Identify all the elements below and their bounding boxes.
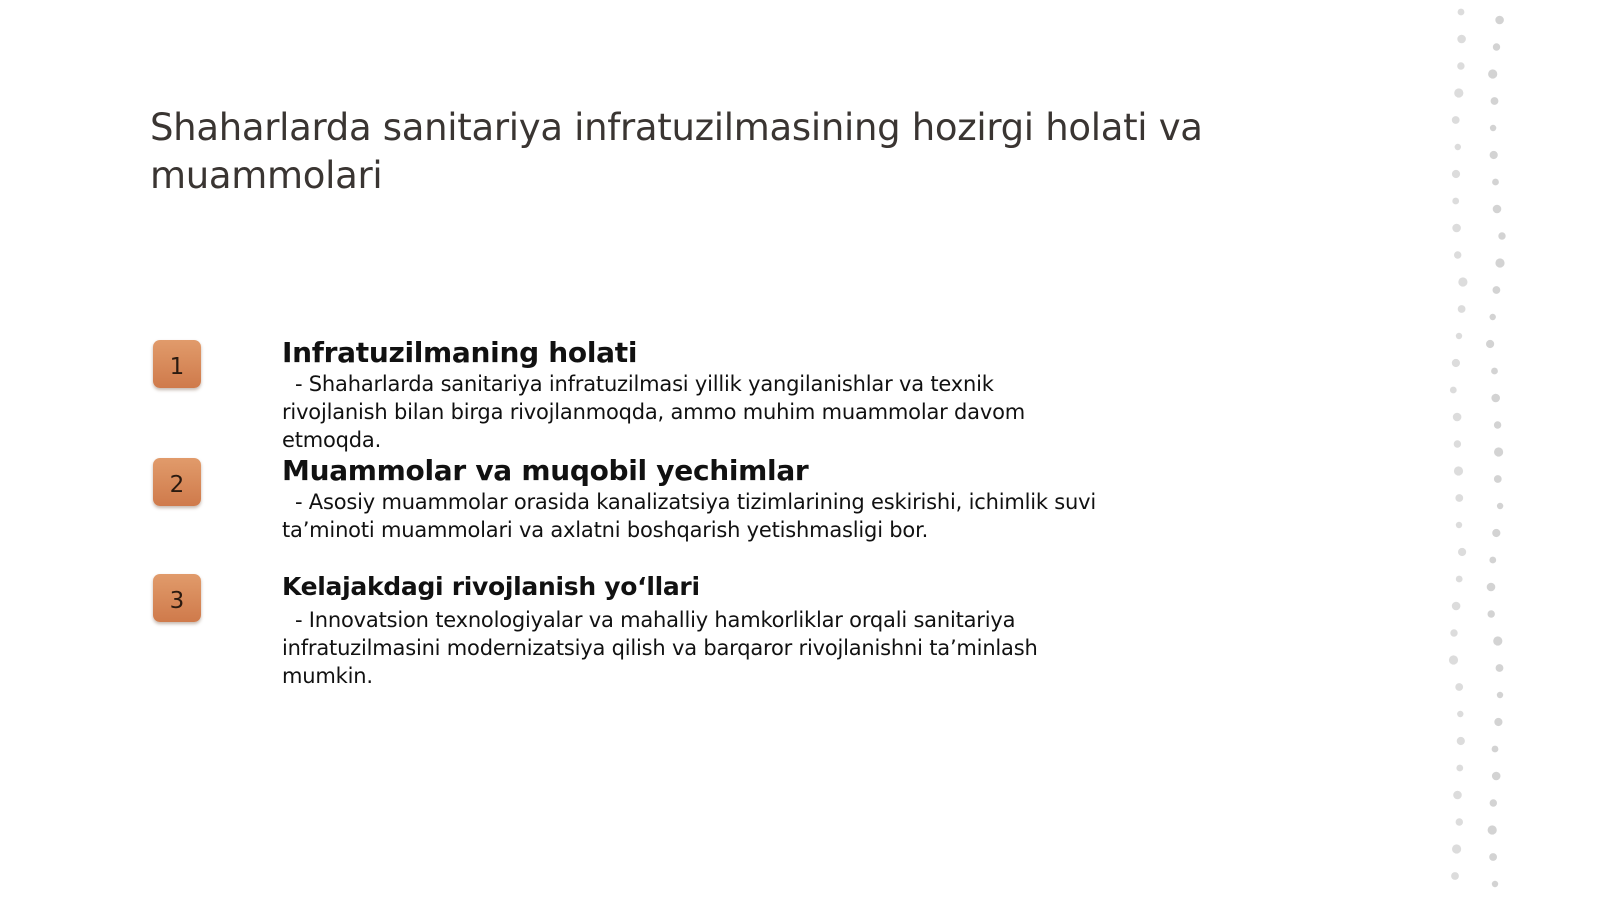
decorative-dot: [1491, 394, 1500, 403]
decorative-dot: [1490, 151, 1498, 159]
slide-title: Shaharlarda sanitariya infratuzilmasining hozirgi holati va muammolari: [150, 106, 1203, 197]
decorative-dot: [1452, 116, 1460, 124]
decorative-dot: [1451, 872, 1459, 880]
decorative-dot: [1457, 35, 1466, 44]
decorative-dot: [1449, 655, 1458, 664]
decorative-dot: [1493, 286, 1501, 294]
decorative-dot: [1495, 16, 1504, 25]
decorative-dot: [1452, 602, 1461, 611]
decorative-dot: [1486, 340, 1494, 348]
decorative-dot: [1493, 636, 1502, 645]
number-badge: [153, 574, 201, 622]
decorative-dot: [1493, 43, 1500, 50]
decorative-dot: [1458, 548, 1466, 556]
decorative-dot: [1450, 629, 1457, 636]
decorative-dot: [1492, 746, 1499, 753]
decorative-dot: [1492, 772, 1501, 781]
decorative-dot: [1487, 583, 1496, 592]
list-item-text: [282, 454, 1102, 544]
decorative-dot: [1456, 576, 1463, 583]
decorative-dot: [1452, 170, 1460, 178]
decorative-dot: [1456, 818, 1463, 825]
decorative-dot: [1454, 251, 1461, 258]
decorative-dot: [1490, 799, 1497, 806]
item-heading: Infratuzilmaning holati: [282, 336, 638, 369]
decorative-dot: [1456, 765, 1463, 772]
decorative-dot: [1454, 466, 1463, 475]
decorative-dot: [1493, 205, 1502, 214]
decorative-dot: [1454, 440, 1461, 447]
number-badge-label: 2: [169, 472, 185, 498]
decorative-dot: [1498, 232, 1505, 239]
decorative-dot: [1458, 305, 1466, 313]
decorative-dot: [1455, 144, 1461, 150]
item-heading: Kelajakdagi rivojlanish yo‘llari: [282, 572, 700, 601]
decorative-dot: [1490, 125, 1496, 131]
decorative-dot: [1457, 737, 1465, 745]
item-heading: Muammolar va muqobil yechimlar: [282, 454, 809, 487]
decorative-dot: [1492, 529, 1500, 537]
decorative-dot: [1452, 224, 1461, 233]
item-body: - Innovatsion texnologiyalar va mahalliy hamkorliklar orqali sanitariya infratuzilmasini modernizatsiya qilish va barqaror rivojlanishni ta’minlash mumkin.: [282, 608, 1045, 688]
decorative-dot: [1492, 179, 1499, 186]
decorative-dot: [1450, 387, 1457, 394]
decorative-dot: [1452, 844, 1461, 853]
list-item-text: [282, 570, 1102, 690]
decorative-dot: [1495, 258, 1504, 267]
decorative-dot: [1452, 198, 1459, 205]
decorative-dot: [1494, 447, 1503, 456]
decorative-dot: [1489, 557, 1496, 564]
decorative-dot: [1488, 69, 1497, 78]
decorative-dot: [1458, 277, 1467, 286]
decorative-dot: [1456, 333, 1462, 339]
decorative-dot: [1492, 881, 1498, 887]
decorative-dot: [1488, 825, 1497, 834]
decorative-dot: [1497, 503, 1503, 509]
list-item-text: [282, 336, 1102, 454]
number-badge: [153, 340, 201, 388]
decorative-dot: [1490, 314, 1496, 320]
item-body: - Asosiy muammolar orasida kanalizatsiya tizimlarining eskirishi, ichimlik suvi ta’minoti muammolari va axlatni boshqarish yetishmasligi bor.: [282, 490, 1103, 542]
decorative-dot: [1454, 88, 1463, 97]
decorative-dot: [1494, 718, 1502, 726]
decorative-dot: [1496, 664, 1504, 672]
decorative-dots: [1420, 0, 1600, 899]
decorative-dot: [1456, 522, 1462, 528]
decorative-dot: [1457, 711, 1463, 717]
decorative-dot: [1494, 421, 1501, 428]
decorative-dot: [1455, 494, 1463, 502]
number-badge-label: 3: [169, 588, 185, 614]
decorative-dot: [1457, 62, 1464, 69]
item-body: - Shaharlarda sanitariya infratuzilmasi yillik yangilanishlar va texnik rivojlanish bilan birga rivojlanmoqda, ammo muhim muammolar davom etmoqda.: [282, 372, 1032, 452]
decorative-dot: [1452, 359, 1460, 367]
number-badge: [153, 458, 201, 506]
decorative-dot: [1497, 692, 1503, 698]
decorative-dot: [1488, 610, 1495, 617]
decorative-dot: [1489, 853, 1497, 861]
decorative-dot: [1494, 475, 1502, 483]
decorative-dot: [1453, 791, 1462, 800]
decorative-dot: [1491, 368, 1498, 375]
number-badge-label: 1: [169, 354, 185, 380]
decorative-dot: [1453, 413, 1462, 422]
decorative-dot: [1491, 97, 1499, 105]
decorative-dot: [1458, 9, 1465, 16]
decorative-dot: [1455, 683, 1463, 691]
